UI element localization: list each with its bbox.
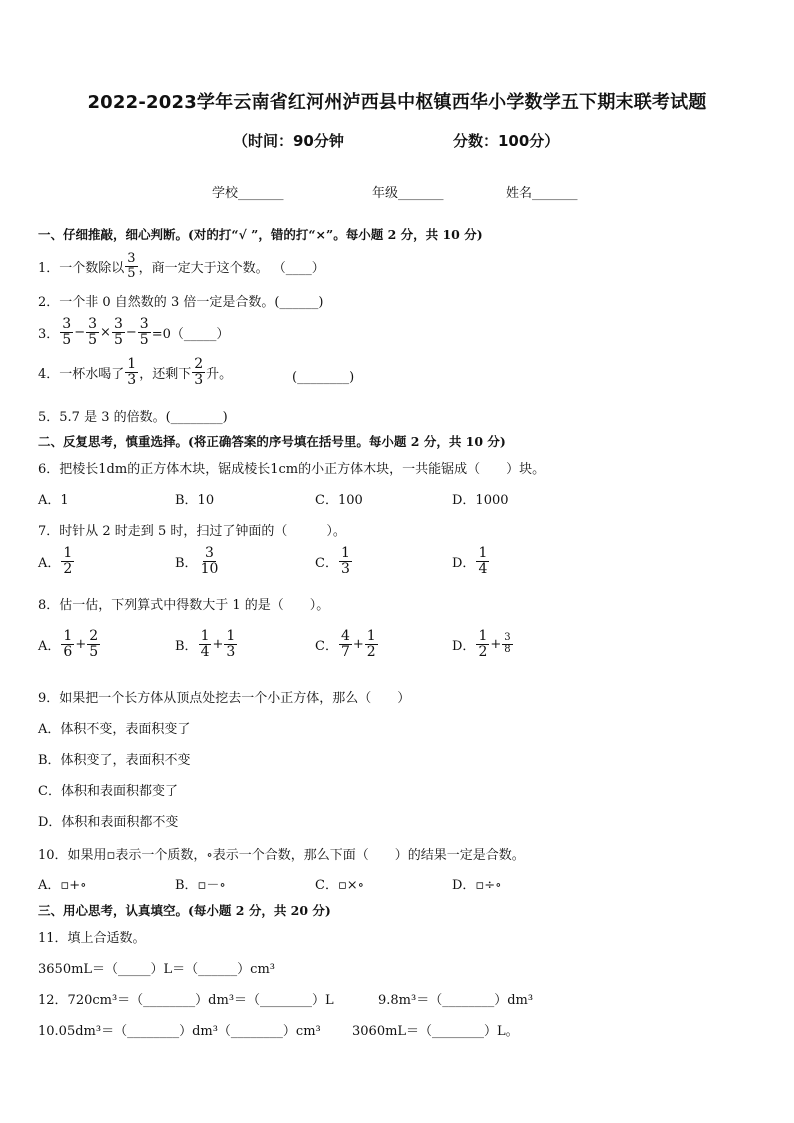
q7-fraction-b: $\frac{3}{10}$ — [200, 545, 219, 577]
question-12-c[interactable]: 10.05dm³＝（________）dm³（________）cm³ — [38, 1024, 321, 1039]
times-sign: × — [100, 324, 111, 340]
q7-option-a[interactable]: A． $\frac{1}{2}$ — [38, 545, 73, 577]
question-12-d[interactable]: 3060mL＝（________）L。 — [352, 1024, 519, 1039]
school-field[interactable]: 学校_______ — [212, 186, 284, 201]
q4-answer-blank[interactable]: (________) — [292, 370, 355, 385]
q3-post[interactable]: =0（_____） — [151, 326, 230, 342]
question-6: 6．把棱长1dm的正方体木块，锯成棱长1cm的小正方体木块，一共能锯成（ ）块。 — [38, 462, 546, 477]
name-field[interactable]: 姓名_______ — [506, 186, 578, 201]
section3-heading: 三、用心思考，认真填空。(每小题 2 分，共 20 分) — [38, 903, 331, 918]
question-10: 10．如果用▫表示一个质数，∘表示一个合数，那么下面（ ）的结果一定是合数。 — [38, 848, 525, 863]
q1-fraction: $\frac{3}{5}$ — [127, 251, 136, 281]
q3-frac-3: $\frac{3}{5}$ — [113, 316, 123, 348]
q4-mid: ，还剩下 — [139, 366, 192, 382]
q9-option-b[interactable]: B．体积变了，表面积不变 — [38, 753, 191, 768]
q6-option-b[interactable]: B．10 — [175, 493, 215, 508]
q9-option-d[interactable]: D．体积和表面积都不变 — [38, 815, 179, 830]
question-5[interactable]: 5．5.7 是 3 的倍数。(________) — [38, 410, 228, 425]
q1-pre: 1．一个数除以 — [38, 260, 125, 276]
q3-frac-4: $\frac{3}{5}$ — [139, 316, 149, 348]
question-1 — [38, 252, 325, 280]
q8-option-a[interactable]: A． $\frac{1}{6}$ + $\frac{2}{5}$ — [38, 628, 99, 660]
question-11: 11．填上合适数。 — [38, 931, 146, 946]
question-7: 7．时针从 2 时走到 5 时，扫过了钟面的（ ）。 — [38, 524, 346, 539]
q10-option-c[interactable]: C．▫×∘ — [315, 878, 365, 893]
page-title: 2022-2023学年云南省红河州泸西县中枢镇西华小学数学五下期末联考试题 — [87, 92, 707, 113]
q7-option-b[interactable]: B． $\frac{3}{10}$ — [175, 545, 219, 577]
q8-option-c[interactable]: C． $\frac{4}{7}$ + $\frac{1}{2}$ — [315, 628, 376, 660]
q8-option-b[interactable]: B． $\frac{1}{4}$ + $\frac{1}{3}$ — [175, 628, 236, 660]
q6-option-c[interactable]: C．100 — [315, 493, 363, 508]
q4-frac-2: $\frac{2}{3}$ — [194, 356, 204, 388]
question-4 — [38, 357, 232, 387]
question-9: 9．如果把一个长方体从顶点处挖去一个小正方体，那么（ ） — [38, 691, 411, 706]
q6-option-a[interactable]: A．1 — [38, 493, 69, 508]
q10-option-d[interactable]: D．▫÷∘ — [452, 878, 502, 893]
q6-option-d[interactable]: D．1000 — [452, 493, 509, 508]
q9-option-c[interactable]: C．体积和表面积都变了 — [38, 784, 178, 799]
q11-fill-line[interactable]: 3650mL＝（_____）L＝（______）cm³ — [38, 962, 275, 977]
q10-option-a[interactable]: A．▫+∘ — [38, 878, 87, 893]
q3-pre: 3． — [38, 326, 60, 342]
question-8: 8．估一估，下列算式中得数大于 1 的是（ ）。 — [38, 598, 330, 613]
q7-option-d[interactable]: D． $\frac{1}{4}$ — [452, 545, 488, 577]
q3-frac-2: $\frac{3}{5}$ — [88, 316, 98, 348]
exam-time: （时间：90分钟 — [233, 132, 344, 150]
q7-option-c[interactable]: C． $\frac{1}{3}$ — [315, 545, 350, 577]
section1-heading: 一、仔细推敲，细心判断。(对的打“√ ”，错的打“×”。每小题 2 分，共 10 分) — [38, 227, 483, 242]
q7-fraction-d: $\frac{1}{4}$ — [478, 545, 488, 577]
q7-fraction-a: $\frac{1}{2}$ — [63, 545, 73, 577]
q3-frac-1: $\frac{3}{5}$ — [62, 316, 72, 348]
q7-fraction-c: $\frac{1}{3}$ — [340, 545, 350, 577]
q4-pre: 4．一杯水喝了 — [38, 366, 125, 382]
q10-option-b[interactable]: B．▫－∘ — [175, 878, 226, 893]
q1-post[interactable]: ，商一定大于这个数。 （____） — [138, 260, 325, 276]
grade-field[interactable]: 年级_______ — [372, 186, 444, 201]
q4-frac-1: $\frac{1}{3}$ — [127, 356, 137, 388]
minus-sign: − — [74, 324, 86, 340]
exam-score: 分数：100分） — [453, 132, 560, 150]
question-12-a[interactable]: 12．720cm³＝（________）dm³＝（________）L — [38, 993, 334, 1008]
question-12-b[interactable]: 9.8m³＝（________）dm³ — [378, 993, 534, 1008]
q8-option-d[interactable]: D． $\frac{1}{2}$ + $\frac{3}{8}$ — [452, 628, 511, 660]
q9-option-a[interactable]: A．体积不变，表面积变了 — [38, 722, 191, 737]
question-2[interactable]: 2．一个非 0 自然数的 3 倍一定是合数。(______) — [38, 295, 324, 310]
section2-heading: 二、反复思考，慎重选择。(将正确答案的序号填在括号里。每小题 2 分，共 10 分) — [38, 434, 506, 449]
question-3 — [38, 317, 229, 347]
q4-post: 升。 — [206, 366, 233, 382]
minus-sign: − — [125, 324, 137, 340]
